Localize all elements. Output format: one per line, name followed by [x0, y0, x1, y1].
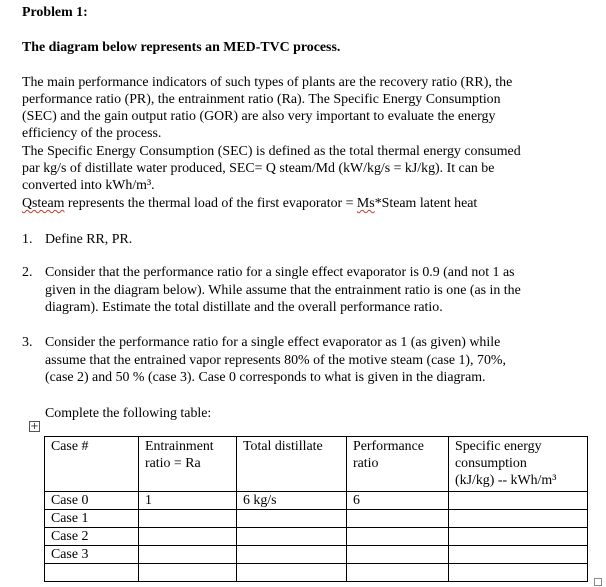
- question-text: Consider that the performance ratio for a single effect evaporator is 0.9 (and not 1 as: [45, 265, 515, 280]
- table-cell[interactable]: [347, 528, 449, 546]
- table-row: [45, 564, 588, 582]
- qsteam-text: represents the thermal load of the first evaporator =: [64, 196, 357, 211]
- header-cell[interactable]: Case #: [45, 437, 139, 492]
- table-cell[interactable]: 6 kg/s: [237, 492, 347, 510]
- table-row: [45, 510, 588, 528]
- qsteam-end: *Steam latent heat: [374, 196, 478, 211]
- table-cell[interactable]: [45, 564, 139, 582]
- paragraph-line: The main performance indicators of such types of plants are the recovery ratio (RR), the: [22, 75, 513, 90]
- paragraph-line: efficiency of the process.: [22, 126, 162, 141]
- question-text: given in the diagram below). While assume that the entrainment ratio is one (as in the: [45, 283, 521, 298]
- table-cell[interactable]: [237, 510, 347, 528]
- table-cell[interactable]: [237, 546, 347, 564]
- results-table: [44, 436, 588, 582]
- table-cell[interactable]: [237, 528, 347, 546]
- table-row: [45, 492, 588, 510]
- intro-line: The diagram below represents an MED-TVC process.: [22, 40, 341, 55]
- table-cell[interactable]: Case 3: [45, 546, 139, 564]
- question-number: 1.: [22, 232, 33, 247]
- question-text: Define RR, PR.: [45, 232, 133, 247]
- table-cell[interactable]: [237, 564, 347, 582]
- table-header-row: [45, 437, 588, 492]
- table-cell[interactable]: Case 0: [45, 492, 139, 510]
- qsteam-word: Qsteam: [22, 196, 65, 211]
- problem-title: Problem 1:: [22, 5, 88, 20]
- header-cell[interactable]: Specific energy consumption (kJ/kg) -- kWh/m³: [449, 437, 588, 492]
- table-cell[interactable]: [449, 510, 588, 528]
- ms-word: Ms: [356, 196, 375, 211]
- table-intro: Complete the following table:: [45, 406, 212, 421]
- header-cell[interactable]: Entrainment ratio = Ra: [139, 437, 237, 492]
- question-number: 2.: [22, 265, 33, 280]
- table-cell[interactable]: Case 1: [45, 510, 139, 528]
- table-cell[interactable]: [347, 564, 449, 582]
- question-text: Consider the performance ratio for a single effect evaporator as 1 (as given) while: [45, 335, 501, 350]
- paragraph-line: par kg/s of distillate water produced, SEC= Q steam/Md (kW/kg/s = kJ/kg). It can be: [22, 161, 495, 176]
- table-cell[interactable]: [139, 510, 237, 528]
- table-move-handle[interactable]: +: [30, 421, 39, 432]
- paragraph-line: converted into kWh/m³.: [22, 178, 155, 193]
- table-cell[interactable]: [139, 546, 237, 564]
- table-resize-handle[interactable]: [594, 578, 602, 586]
- paragraph-line: performance ratio (PR), the entrainment ratio (Ra). The Specific Energy Consumption: [22, 92, 501, 107]
- table-cell[interactable]: [449, 528, 588, 546]
- question-number: 3.: [22, 335, 33, 350]
- table-cell[interactable]: 1: [139, 492, 237, 510]
- paragraph-line: (SEC) and the gain output ratio (GOR) are also very important to evaluate the energy: [22, 109, 496, 124]
- table-row: [45, 546, 588, 564]
- question-text: diagram). Estimate the total distillate and the overall performance ratio.: [45, 300, 443, 315]
- table-row: [45, 528, 588, 546]
- question-text: (case 2) and 50 % (case 3). Case 0 corresponds to what is given in the diagram.: [45, 370, 486, 385]
- table-cell[interactable]: [449, 546, 588, 564]
- header-cell[interactable]: Total distillate: [237, 437, 347, 492]
- paragraph-line: The Specific Energy Consumption (SEC) is defined as the total thermal energy consumed: [22, 144, 521, 159]
- table-cell[interactable]: [347, 510, 449, 528]
- table-cell[interactable]: 6: [347, 492, 449, 510]
- header-cell[interactable]: Performance ratio: [347, 437, 449, 492]
- table-cell[interactable]: [347, 546, 449, 564]
- question-text: assume that the entrained vapor represents 80% of the motive steam (case 1), 70%,: [45, 353, 506, 368]
- qsteam-line: [22, 195, 477, 212]
- table-cell[interactable]: Case 2: [45, 528, 139, 546]
- table-cell[interactable]: [139, 564, 237, 582]
- table-cell[interactable]: [449, 564, 588, 582]
- table-cell[interactable]: [449, 492, 588, 510]
- table-cell[interactable]: [139, 528, 237, 546]
